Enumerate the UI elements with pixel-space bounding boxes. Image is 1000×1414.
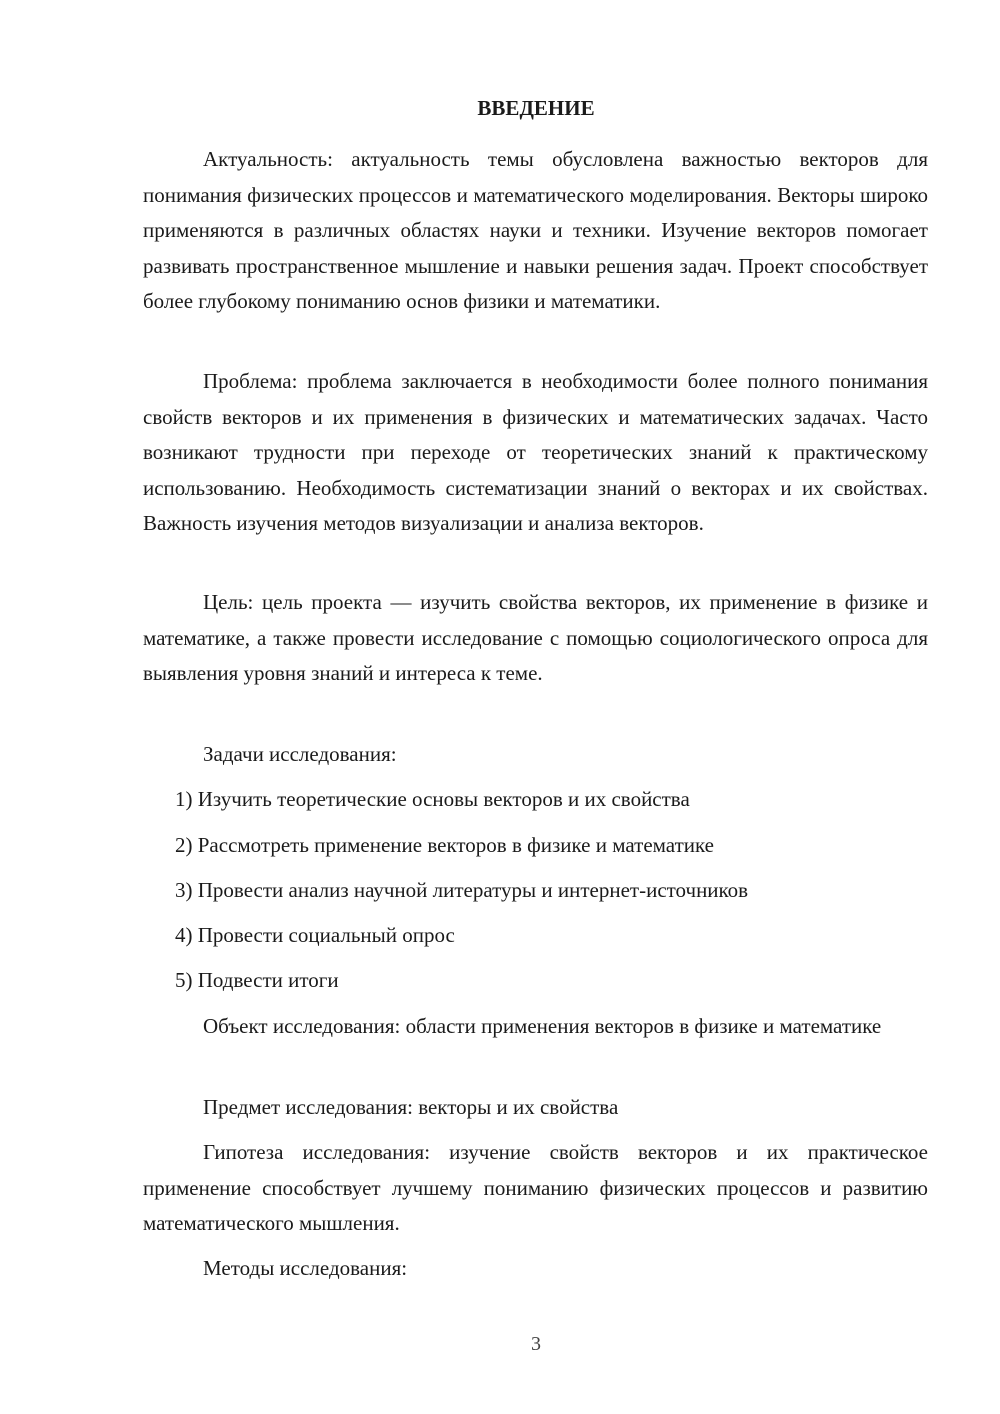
task-item-5: 5) Подвести итоги — [175, 968, 339, 992]
task-item-2: 2) Рассмотреть применение векторов в физике и математике — [175, 833, 714, 857]
methods-heading: Методы исследования: — [203, 1256, 408, 1280]
section-heading: ВВЕДЕНИЕ — [477, 96, 595, 120]
task-item-3: 3) Провести анализ научной литературы и интернет-источников — [175, 878, 749, 902]
paragraph-relevance: Актуальность: актуальность темы обусловлена важностью векторов для понимания физических процессов и математического моделирования. Векторы широко применяются в различных областях науки и техники. Изучение векторов помогает развивать пространственное мышление и навыки решения задач. Проект способствует более глубокому пониманию основ физики и математики. — [143, 147, 928, 313]
task-item-1: 1) Изучить теоретические основы векторов и их свойства — [175, 787, 690, 811]
paragraph-goal: Цель: цель проекта — изучить свойства векторов, их применение в физике и математике, а также провести исследование с помощью социологического опроса для выявления уровня знаний и интереса к теме. — [143, 590, 928, 685]
tasks-heading: Задачи исследования: — [203, 742, 397, 766]
page-number: 3 — [531, 1333, 541, 1355]
paragraph-hypothesis: Гипотеза исследования: изучение свойств векторов и их практическое применение способствует лучшему пониманию физических процессов и развитию математического мышления. — [143, 1140, 928, 1235]
paragraph-subject: Предмет исследования: векторы и их свойства — [203, 1095, 619, 1119]
paragraph-problem: Проблема: проблема заключается в необходимости более полного понимания свойств векторов и их применения в физических и математических задачах. Часто возникают трудности при переходе от теоретических знаний к практическому использованию. Необходимость систематизации знаний о векторах и их свойствах. Важность изучения методов визуализации и анализа векторов. — [143, 369, 928, 535]
task-item-4: 4) Провести социальный опрос — [175, 923, 455, 947]
paragraph-object: Объект исследования: области применения векторов в физике и математике — [203, 1014, 882, 1038]
